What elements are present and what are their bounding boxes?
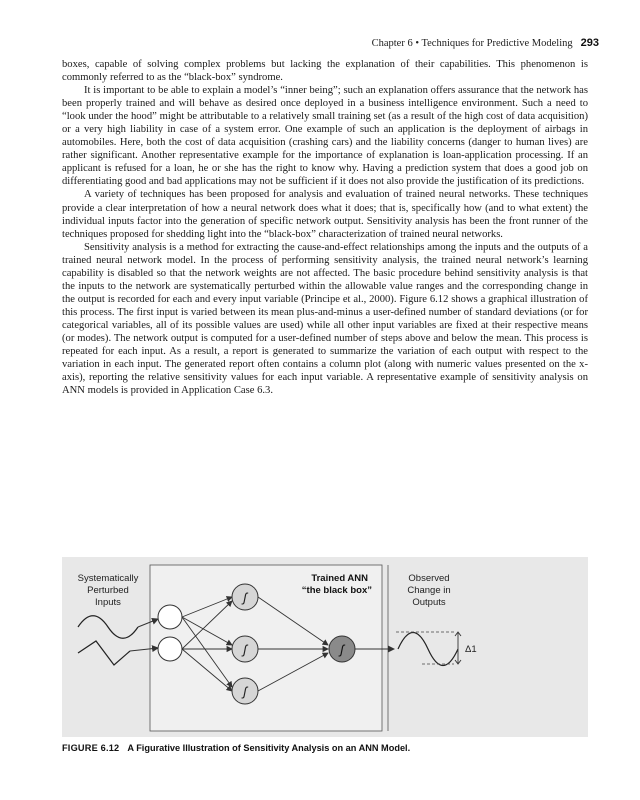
figure-6-12 (62, 557, 588, 737)
center-label-line-2: “the black box” (301, 585, 372, 596)
running-head-text: Chapter 6 • Techniques for Predictive Modeling (371, 38, 573, 49)
body-text (62, 58, 588, 397)
left-label-line-1: Systematically (77, 573, 139, 584)
right-label-line-3: Outputs (412, 597, 446, 608)
paragraph-1: boxes, capable of solving complex problems but lacking the explanation of their capabilities. This phenomenon is commonly referred to as the “black-box” syndrome. (62, 59, 588, 84)
caption-label: FIGURE 6.12 (62, 743, 120, 753)
left-label-line-2: Perturbed (87, 585, 129, 596)
delta-label: Δ1 (465, 644, 477, 655)
sigmoid-symbol-2: ʃ (243, 642, 247, 657)
paragraph-2: It is important to be able to explain a model’s “inner being”; such an explanation offers assurance that the network has been properly trained and will behave as desired once deployed in a business intelligence environment. Such a need to “look under the hood” might be attributable to a relatively small training set (as a result of the high cost of data acquisition) or a very high liability in case of a system error. One example of such an application is the deployment of airbags in automobiles. Here, both the cost of data acquisition (crashing cars) and the liability concerns (danger to human lives) are rather significant. Another representative example for the importance of explanation is loan-application processing. If an applicant is refused for a loan, he or she has the right to know why. Having a prediction system that does a good job on differentiating good and bad applications may not be sufficient if it does not also provide the justification of its predictions. (62, 85, 588, 188)
figure-caption (62, 743, 410, 753)
input-node-2 (158, 637, 182, 661)
sigmoid-symbol-1: ʃ (243, 590, 247, 605)
sine-input-wave (78, 616, 138, 639)
paragraph-3: A variety of techniques has been proposed for analysis and evaluation of trained neural networks. These techniques provide a clear interpretation of how a neural network does what it does; that is, specifically how (and to what extent) the individual inputs factor into the generation of specific network output. Sensitivity analysis has been the front runner of the techniques proposed for shedding light into the “black-box” characterization of trained neural networks. (62, 189, 588, 240)
output-wave (398, 633, 458, 666)
left-label-line-3: Inputs (95, 597, 121, 608)
input-node-1 (158, 605, 182, 629)
right-label-line-1: Observed (408, 573, 450, 584)
right-label-line-2: Change in (407, 585, 451, 596)
center-label-line-1: Trained ANN (311, 573, 368, 584)
zigzag-input-wave (78, 641, 130, 665)
sigmoid-symbol-3: ʃ (243, 684, 247, 699)
caption-text: A Figurative Illustration of Sensitivity Analysis on an ANN Model. (127, 743, 411, 753)
paragraph-4: Sensitivity analysis is a method for extracting the cause-and-effect relationships among the inputs and the outputs of a trained neural network model. In the process of performing sensitivity analysis, the trained neural network’s learning capability is disabled so that the network weights are not affected. The basic procedure behind sensitivity analysis is that the inputs to the network are systematically perturbed within the allowable value ranges and the corresponding change in the output is recorded for each and every input variable (Principe et al., 2000). Figure 6.12 shows a graphical illustration of this process. The first input is varied between its mean plus-and-minus a user-defined number of standard deviations (or for categorical variables, all of its possible values are used) while all other input variables are fixed at their respective means (or modes). The network output is computed for a user-defined number of steps above and below the mean. This process is repeated for each input. As a result, a report is generated to summarize the variation of each output with respect to the variation in each input. The generated report often contains a column plot (along with numeric values presented on the x-axis), reporting the relative sensitivity values for each input variable. A representative example of sensitivity analysis on ANN models is provided in Application Case 6.3. (62, 241, 588, 397)
page-number: 293 (580, 37, 599, 49)
sigmoid-symbol-output: ʃ (340, 642, 344, 657)
running-header (372, 37, 599, 49)
sensitivity-diagram (62, 557, 588, 737)
